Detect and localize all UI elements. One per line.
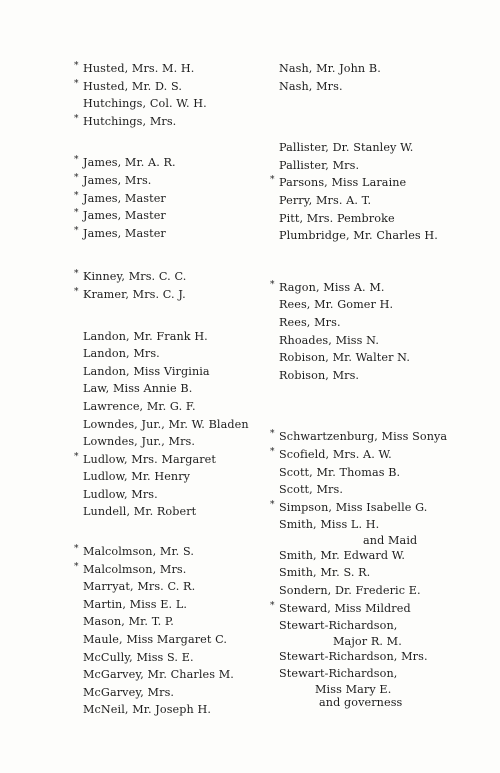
passenger-entry <box>74 613 259 631</box>
passenger-entry <box>74 416 259 434</box>
passenger-name: James, Master <box>83 209 166 223</box>
passenger-name: Plumbridge, Mr. Charles H. <box>279 229 438 243</box>
passenger-name: Nash, Mrs. <box>279 79 343 93</box>
asterisk-marker: * <box>74 78 79 89</box>
passenger-entry <box>74 154 259 172</box>
passenger-name: Steward, Miss Mildred <box>279 601 411 615</box>
passenger-name: McGarvey, Mrs. <box>83 685 175 699</box>
passenger-entry <box>270 617 485 635</box>
passenger-entry <box>270 349 485 367</box>
passenger-name: Rees, Mrs. <box>279 315 341 329</box>
passenger-entry <box>74 684 259 702</box>
name-group <box>74 543 259 719</box>
passenger-name: McGarvey, Mr. Charles M. <box>83 668 234 682</box>
passenger-entry <box>74 95 259 113</box>
passenger-name: Kramer, Mrs. C. J. <box>83 287 186 301</box>
asterisk-marker: * <box>270 499 275 510</box>
passenger-entry <box>270 564 485 582</box>
passenger-entry <box>270 174 485 192</box>
passenger-entry <box>270 665 485 683</box>
passenger-entry <box>74 380 259 398</box>
passenger-name: Lundell, Mr. Robert <box>83 505 197 519</box>
name-group <box>270 279 485 385</box>
asterisk-marker: * <box>74 451 79 462</box>
passenger-name: Ludlow, Mrs. <box>83 487 158 501</box>
asterisk-marker: * <box>74 113 79 124</box>
passenger-entry <box>270 192 485 210</box>
passenger-name: Ludlow, Mrs. Margaret <box>83 452 216 466</box>
asterisk-marker: * <box>74 208 79 219</box>
left-column <box>74 60 259 719</box>
passenger-entry <box>74 578 259 596</box>
continuation-text: and governess <box>319 696 403 710</box>
name-group <box>270 428 485 709</box>
passenger-entry <box>270 227 485 245</box>
passenger-name: Rhoades, Miss N. <box>279 333 379 347</box>
passenger-name: Smith, Miss L. H. <box>279 518 380 532</box>
passenger-name: Kinney, Mrs. C. C. <box>83 270 187 284</box>
passenger-name: Law, Miss Annie B. <box>83 382 193 396</box>
passenger-name: Lawrence, Mr. G. F. <box>83 399 196 413</box>
passenger-entry <box>74 363 259 381</box>
passenger-name: Landon, Miss Virginia <box>83 364 210 378</box>
passenger-entry <box>74 190 259 208</box>
passenger-entry <box>270 78 485 96</box>
passenger-name: Stewart-Richardson, <box>279 619 398 633</box>
passenger-entry <box>270 648 485 666</box>
passenger-name: Rees, Mr. Gomer H. <box>279 298 394 312</box>
passenger-entry <box>74 561 259 579</box>
passenger-name: Husted, Mrs. M. H. <box>83 62 195 75</box>
passenger-entry <box>270 210 485 228</box>
asterisk-marker: * <box>74 269 79 280</box>
passenger-name: Marryat, Mrs. C. R. <box>83 580 196 594</box>
name-group <box>74 154 259 242</box>
passenger-entry <box>74 503 259 521</box>
passenger-entry <box>74 543 259 561</box>
continuation-text: and Maid <box>363 533 418 547</box>
passenger-entry <box>270 481 485 499</box>
passenger-entry <box>74 631 259 649</box>
passenger-entry <box>270 547 485 565</box>
asterisk-marker: * <box>74 544 79 555</box>
passenger-entry <box>270 516 485 534</box>
name-group <box>74 60 259 130</box>
asterisk-marker: * <box>270 279 275 290</box>
passenger-name: Nash, Mr. John B. <box>279 62 381 75</box>
passenger-entry <box>74 433 259 451</box>
passenger-entry <box>74 649 259 667</box>
passenger-name: Pallister, Dr. Stanley W. <box>279 141 414 155</box>
passenger-entry <box>74 468 259 486</box>
passenger-name: Simpson, Miss Isabelle G. <box>279 500 428 514</box>
asterisk-marker: * <box>74 61 79 71</box>
passenger-name: Smith, Mr. S. R. <box>279 566 371 580</box>
asterisk-marker: * <box>270 175 275 186</box>
asterisk-marker: * <box>270 429 275 440</box>
passenger-name: James, Master <box>83 191 166 205</box>
name-group <box>74 328 259 522</box>
passenger-name: Martin, Miss E. L. <box>83 597 188 611</box>
passenger-name: Ludlow, Mr. Henry <box>83 470 191 484</box>
asterisk-marker: * <box>74 172 79 183</box>
passenger-name: Malcolmson, Mr. S. <box>83 545 194 559</box>
passenger-name: Scott, Mr. Thomas B. <box>279 465 401 479</box>
passenger-name: Robison, Mrs. <box>279 368 360 382</box>
passenger-name: Lowndes, Jur., Mr. W. Bladen <box>83 417 249 431</box>
passenger-entry-continuation <box>270 683 485 696</box>
passenger-name: Robison, Mr. Walter N. <box>279 351 411 365</box>
passenger-name: Stewart-Richardson, <box>279 667 398 681</box>
passenger-name: Schwartzenburg, Miss Sonya <box>279 430 448 444</box>
passenger-name: James, Master <box>83 226 166 240</box>
asterisk-marker: * <box>74 155 79 166</box>
passenger-name: James, Mr. A. R. <box>83 156 176 170</box>
passenger-entry <box>74 596 259 614</box>
passenger-entry <box>74 286 259 304</box>
passenger-entry <box>74 451 259 469</box>
passenger-name: Sondern, Dr. Frederic E. <box>279 584 421 598</box>
passenger-entry <box>74 701 259 719</box>
asterisk-marker: * <box>270 446 275 457</box>
asterisk-marker: * <box>74 190 79 201</box>
passenger-entry <box>74 486 259 504</box>
continuation-text: Major R. M. <box>333 634 402 648</box>
passenger-name: Maule, Miss Margaret C. <box>83 633 228 647</box>
passenger-name: Landon, Mrs. <box>83 347 160 361</box>
passenger-entry <box>270 332 485 350</box>
passenger-entry <box>270 367 485 385</box>
passenger-entry <box>270 499 485 517</box>
passenger-name: Husted, Mr. D. S. <box>83 79 182 93</box>
passenger-entry <box>270 279 485 297</box>
passenger-name: Smith, Mr. Edward W. <box>279 548 406 562</box>
passenger-entry-continuation <box>270 635 485 648</box>
passenger-name: Malcolmson, Mrs. <box>83 562 187 576</box>
passenger-entry <box>74 172 259 190</box>
passenger-entry-continuation <box>270 696 485 709</box>
right-column <box>270 60 485 709</box>
passenger-name: Hutchings, Mrs. <box>83 114 177 128</box>
passenger-entry <box>74 60 259 78</box>
passenger-name: McNeil, Mr. Joseph H. <box>83 703 212 717</box>
passenger-name: Pallister, Mrs. <box>279 158 360 172</box>
passenger-entry <box>270 314 485 332</box>
passenger-entry <box>74 113 259 131</box>
passenger-entry <box>270 464 485 482</box>
passenger-entry <box>74 345 259 363</box>
passenger-name: Lowndes, Jur., Mrs. <box>83 435 196 449</box>
passenger-entry <box>74 268 259 286</box>
passenger-entry <box>270 600 485 618</box>
passenger-entry <box>270 296 485 314</box>
passenger-name: James, Mrs. <box>83 173 152 187</box>
asterisk-marker: * <box>74 561 79 572</box>
name-group <box>270 139 485 245</box>
passenger-entry-continuation <box>270 534 485 547</box>
passenger-name: Hutchings, Col. W. H. <box>83 97 207 111</box>
passenger-entry <box>270 157 485 175</box>
passenger-name: McCully, Miss S. E. <box>83 650 194 664</box>
name-group <box>270 60 485 95</box>
passenger-name: Stewart-Richardson, Mrs. <box>279 649 428 663</box>
passenger-name: Parsons, Miss Laraine <box>279 176 407 190</box>
passenger-entry <box>270 139 485 157</box>
continuation-text: Miss Mary E. <box>315 683 392 697</box>
name-group <box>74 268 259 303</box>
passenger-name: Mason, Mr. T. P. <box>83 615 174 629</box>
passenger-entry <box>74 207 259 225</box>
passenger-name: Scott, Mrs. <box>279 483 343 497</box>
passenger-entry <box>74 328 259 346</box>
passenger-entry <box>270 582 485 600</box>
passenger-entry <box>270 60 485 78</box>
passenger-entry <box>74 666 259 684</box>
passenger-name: Ragon, Miss A. M. <box>279 280 385 294</box>
passenger-name: Perry, Mrs. A. T. <box>279 193 372 207</box>
passenger-name: Pitt, Mrs. Pembroke <box>279 211 395 225</box>
asterisk-marker: * <box>74 225 79 236</box>
passenger-entry <box>270 428 485 446</box>
passenger-entry <box>270 446 485 464</box>
asterisk-marker: * <box>74 286 79 297</box>
asterisk-marker: * <box>270 600 275 611</box>
passenger-entry <box>74 78 259 96</box>
passenger-entry <box>74 398 259 416</box>
passenger-name: Landon, Mr. Frank H. <box>83 329 208 343</box>
passenger-name: Scofield, Mrs. A. W. <box>279 447 392 461</box>
passenger-entry <box>74 225 259 243</box>
